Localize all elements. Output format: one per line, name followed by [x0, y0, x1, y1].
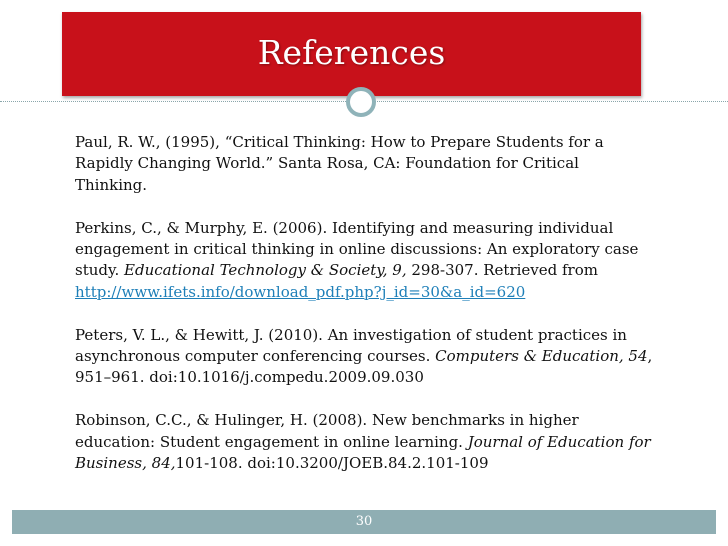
reference-robinson-text: Robinson, C.C., & Hulinger, H. (2008). New benchmarks in higher education: Student engagement in online learning. [75, 411, 579, 451]
circle-ornament-icon [346, 87, 376, 117]
reference-perkins-link[interactable]: http://www.ifets.info/download_pdf.php?j_id=30&a_id=620 [75, 282, 526, 301]
reference-perkins [75, 218, 655, 304]
reference-robinson-journal: Journal of Education for Business, 84, [75, 432, 651, 473]
reference-paul-text: Paul, R. W., (1995), “Critical Thinking: How to Prepare Students for a Rapidly Changing World.” Santa Rosa, CA: Foundation for Critical Thinking. [75, 133, 604, 194]
references-list [75, 132, 655, 496]
page-number: 30 [355, 514, 373, 529]
reference-peters-text: Peters, V. L., & Hewitt, J. (2010). An investigation of student practices in asynchronous computer conferencing courses. [75, 325, 627, 366]
reference-perkins-pages: 298-307. Retrieved from [406, 261, 598, 280]
reference-peters-journal: Computers & Education, 54 [435, 347, 648, 366]
reference-paul [75, 132, 655, 196]
reference-perkins-text: Perkins, C., & Murphy, E. (2006). Identifying and measuring individual engagement in critical thinking in online discussions: An exploratory case study. [75, 218, 639, 280]
reference-robinson-doi: 101-108. doi:10.3200/JOEB.84.2.101-109 [175, 454, 489, 473]
reference-peters-doi: , 951–961. doi:10.1016/j.compedu.2009.09.030 [75, 347, 653, 387]
footer-bar [12, 510, 716, 534]
reference-perkins-journal: Educational Technology & Society, 9, [124, 261, 407, 280]
title-band [62, 12, 641, 96]
slide-title: References [257, 33, 446, 72]
reference-peters [75, 325, 655, 389]
reference-robinson [75, 410, 655, 474]
